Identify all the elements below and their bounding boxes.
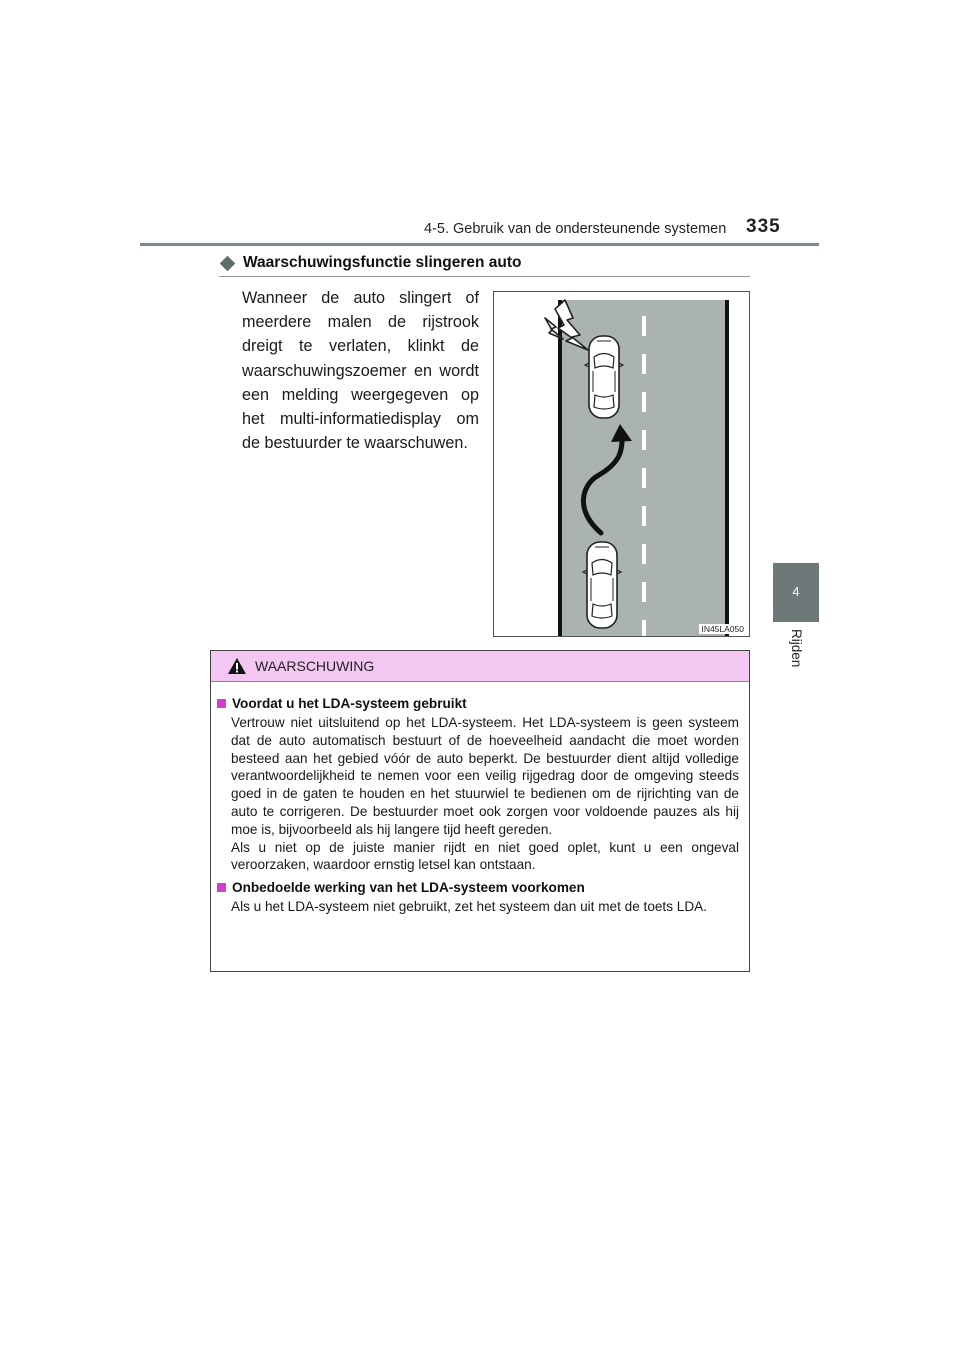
warning-item [217,880,739,916]
section-title-text: Waarschuwingsfunctie slingeren auto [243,254,522,271]
header-rule [140,243,819,246]
square-bullet-icon [217,883,226,892]
car-icon-top [585,336,623,418]
section-body-text: Wanneer de auto slingert of meerdere malen de rijstrook dreigt te verlaten, klinkt de waarschuwingszoemer en wordt een melding weergegeven op het multi-informatiedisplay om de bestuurder te waarschuwen. [242,289,479,453]
diamond-bullet-icon [220,255,236,271]
warning-item-text: Als u het LDA-systeem niet gebruikt, zet het systeem dan uit met de toets LDA. [231,899,708,915]
warning-item-title-text: Voordat u het LDA-systeem gebruikt [232,696,467,711]
warning-item-title-text: Onbedoelde werking van het LDA-systeem voorkomen [232,880,585,896]
warning-item-text-2: Als u niet op de juiste manier rijdt en niet goed oplet, kunt u een ongeval veroorzaken, waardoor ernstig letsel kan ontstaan. [231,839,739,873]
warning-body [211,682,749,916]
warning-item-title [217,696,739,711]
warning-title: WAARSCHUWING [255,658,375,674]
warning-item-text: Vertrouw niet uitsluitend op het LDA-systeem. Het LDA-systeem is geen systeem dat de auto automatisch bestuurt of de hoeveelheid aandacht die moet worden besteed aan het gebied vóór de auto beperkt. De bestuurder dient altijd volledige verantwoordelijkheid te nemen voor een veilig rijgedrag door de omgeving steeds goed in de gaten te houden en het stuurwiel te bedienen om de rijrichting van de auto te corrigeren. De bestuurder moet ook zorgen voor voldoende pauzes als hij moe is, bijvoorbeeld als hij langere tijd heeft gereden. [231,715,739,837]
warning-box [210,650,750,972]
title-rule [219,276,750,277]
lane-weaving-figure [493,291,750,637]
chapter-label: Rijden [789,629,804,668]
chapter-tab [773,563,819,622]
header-section-title: 4-5. Gebruik van de ondersteunende systemen [424,221,727,237]
warning-item [217,696,739,874]
square-bullet-icon [217,699,226,708]
page-number: 335 [746,216,781,237]
chapter-number: 4 [792,584,800,599]
section-title [220,254,521,272]
warning-header [211,651,749,682]
figure-code: IN45LA050 [701,624,744,634]
road-illustration [494,292,750,637]
warning-item-title [217,880,739,895]
car-icon-bottom [583,542,621,628]
warning-triangle-icon [227,657,247,675]
